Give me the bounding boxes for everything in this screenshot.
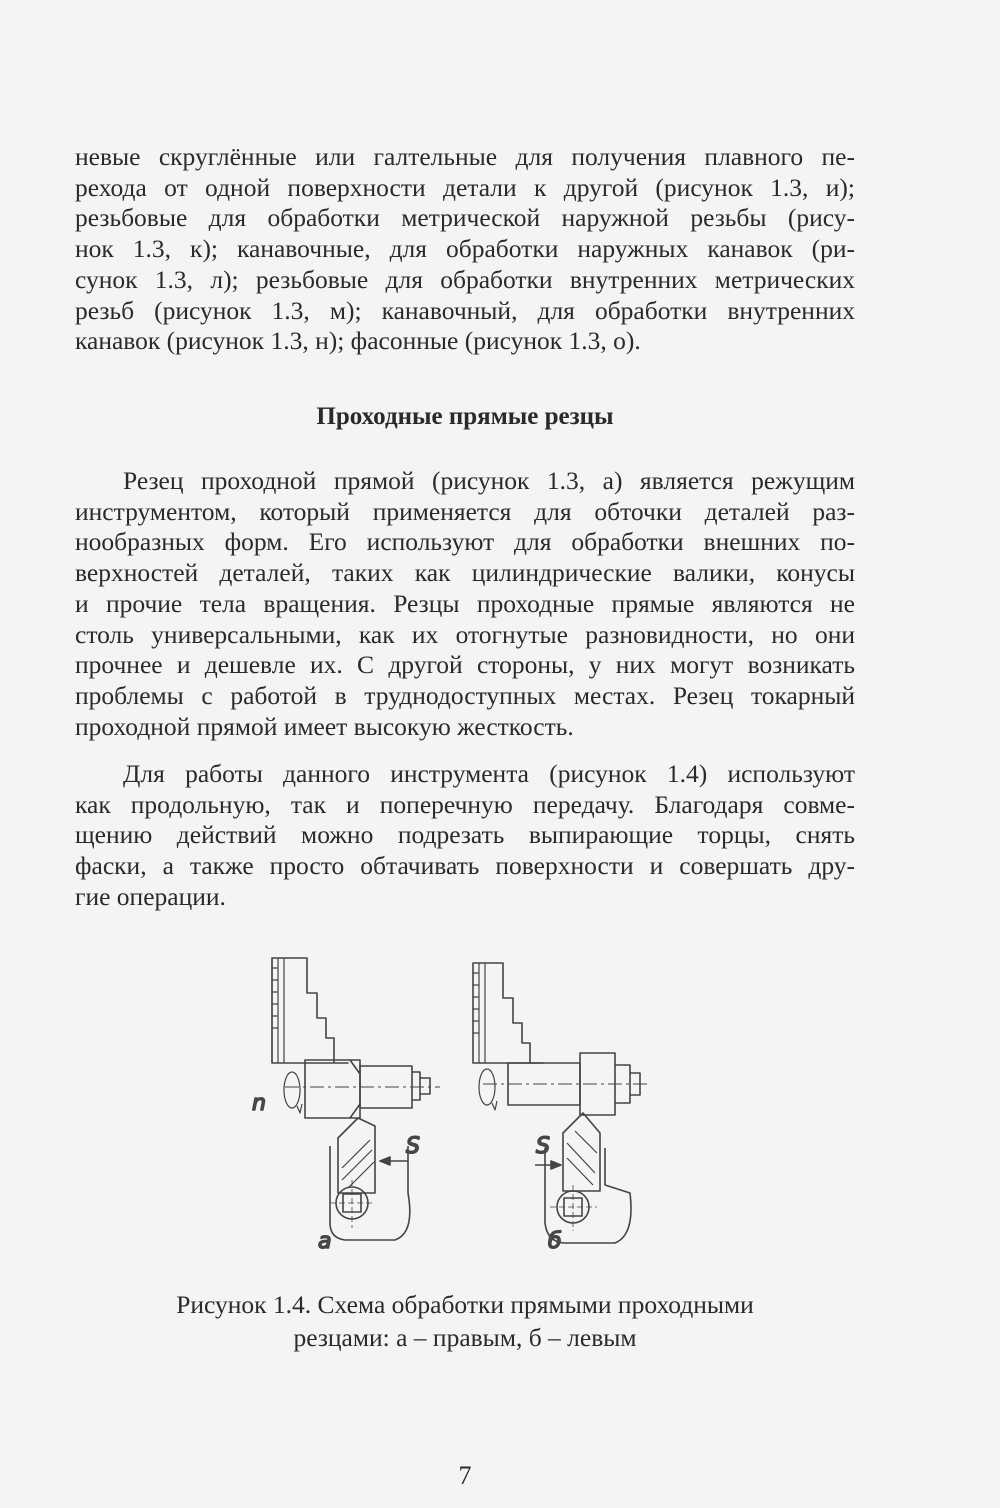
cutter-b [563, 1113, 600, 1191]
paragraph-2 [75, 759, 855, 913]
text-line: канавок (рисунок 1.3, н); фасонные (рисунок 1.3, о). [75, 326, 641, 356]
figure-caption [0, 1288, 930, 1354]
text-line: сунок 1.3, л); резьбовые для обработки внутренних метрических [75, 264, 855, 294]
label-s-b: S [536, 1134, 550, 1159]
page-number: 7 [458, 1461, 472, 1490]
text-line: как продольную, так и поперечную передачу. Благодаря совме- [75, 789, 855, 819]
text-line: проблемы с работой в труднодоступных местах. Резец токарный [75, 680, 855, 710]
scheme-b [473, 963, 650, 1243]
label-b: б [548, 1229, 562, 1254]
cutter-hatch-b [567, 1131, 597, 1185]
cutter-a [338, 1118, 375, 1193]
label-s-a: S [406, 1134, 420, 1159]
text-line: гие операции. [75, 881, 226, 911]
rotation-arrow-head-a [297, 1104, 302, 1113]
text-line: щению действий можно подрезать выпирающие торцы, снять [75, 820, 855, 850]
jaw-teeth-b [473, 963, 485, 1063]
figure-1-4 [230, 948, 690, 1263]
text-line: резьб (рисунок 1.3, м); канавочный, для обработки внутренних [75, 295, 855, 325]
text-line: фаски, а также просто обтачивать поверхности и совершать дру- [75, 851, 855, 881]
intro-paragraph [75, 142, 855, 357]
text-line: невые скруглённые или галтельные для получения плавного пе- [75, 142, 855, 171]
text-line: проходной прямой имеет высокую жесткость. [75, 711, 574, 741]
text-line: рехода от одной поверхности детали к другой (рисунок 1.3, и); [75, 172, 855, 202]
scheme-a [272, 958, 440, 1240]
caption-line: резцами: а – правым, б – левым [293, 1323, 637, 1352]
chuck-jaw-a [272, 958, 348, 1063]
text-line: Для работы данного инструмента (рисунок 1.4) используют [123, 759, 855, 788]
rotation-arrow-a [284, 1072, 300, 1108]
text-line: инструментом, который применяется для обточки деталей раз- [75, 496, 855, 526]
text-line: столь универсальными, как их отогнутые разновидности, но они [75, 619, 855, 649]
jaw-teeth-a [272, 958, 284, 1063]
text-line: нообразных форм. Его используют для обработки внешних по- [75, 527, 855, 557]
text-line: прочнее и дешевле их. С другой стороны, у них могут возникать [75, 650, 855, 680]
caption-line: Рисунок 1.4. Схема обработки прямыми проходными [176, 1290, 754, 1319]
text-line: Резец проходной прямой (рисунок 1.3, а) является режущим [123, 466, 855, 495]
section-heading: Проходные прямые резцы [316, 403, 614, 430]
text-line: резьбовые для обработки метрической наружной резьбы (рису- [75, 203, 855, 233]
workpiece-end-a [412, 1072, 430, 1100]
label-n: n [252, 1091, 266, 1116]
workpiece-a [305, 1060, 360, 1118]
label-a: а [318, 1229, 332, 1254]
rotation-arrow-b [479, 1069, 495, 1105]
turning-scheme-drawing [230, 948, 690, 1263]
workpiece-cone-a [350, 1060, 360, 1118]
text-line: нок 1.3, к); канавочные, для обработки наружных канавок (ри- [75, 234, 855, 264]
chuck-jaw-b [473, 963, 543, 1063]
text-line: и прочие тела вращения. Резцы проходные прямые являются не [75, 588, 855, 618]
paragraph-1 [75, 466, 855, 742]
text-line: верхностей деталей, таких как цилиндрические валики, конусы [75, 558, 855, 588]
cutter-hatch-a [342, 1140, 374, 1188]
